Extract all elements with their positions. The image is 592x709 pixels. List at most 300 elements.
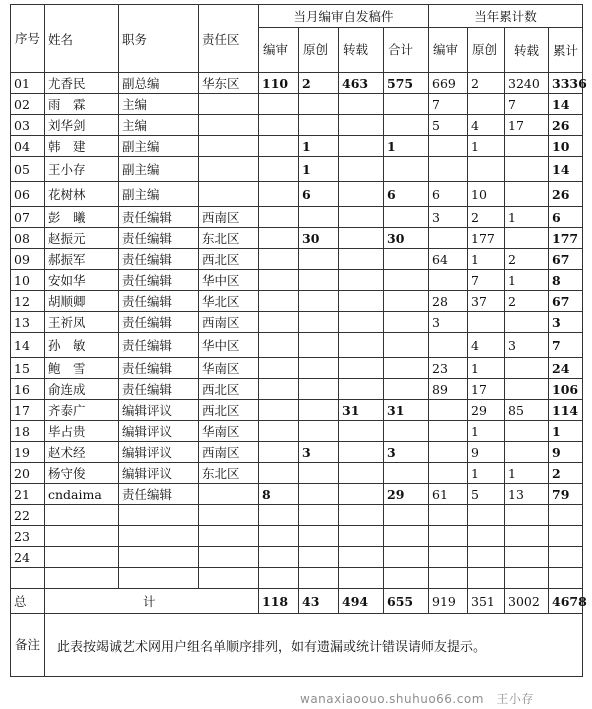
header-role: 职务 [119, 5, 199, 73]
row-month-repost [339, 115, 384, 136]
row-year-edit: 5 [429, 115, 468, 136]
row-year-edit: 61 [429, 484, 468, 505]
row-month-original: 1 [299, 157, 339, 182]
header-year-original: 原创 [468, 28, 505, 73]
row-year-repost [505, 157, 549, 182]
header-month-group: 当月编审自发稿件 [259, 5, 429, 28]
row-seq: 16 [11, 379, 45, 400]
row-month-repost [339, 228, 384, 249]
row-year-original: 2 [468, 207, 505, 228]
row-month-repost [339, 442, 384, 463]
row-seq: 19 [11, 442, 45, 463]
row-seq: 10 [11, 270, 45, 291]
row-role: 责任编辑 [119, 484, 199, 505]
total-year-edit: 919 [429, 589, 468, 614]
row-year-cumulative: 67 [549, 249, 583, 270]
header-month-original: 原创 [299, 28, 339, 73]
row-year-edit [429, 505, 468, 526]
row-month-total: 30 [384, 228, 429, 249]
row-name: 毕占贵 [45, 421, 119, 442]
row-month-edit [259, 249, 299, 270]
row-month-original [299, 505, 339, 526]
row-role: 责任编辑 [119, 333, 199, 358]
row-year-original: 1 [468, 358, 505, 379]
row-year-repost [505, 526, 549, 547]
row-month-edit [259, 333, 299, 358]
header-year-edit: 编审 [429, 28, 468, 73]
row-year-original: 7 [468, 270, 505, 291]
row-role: 编辑评议 [119, 463, 199, 484]
row-seq: 04 [11, 136, 45, 157]
row-year-repost: 1 [505, 270, 549, 291]
row-month-edit: 8 [259, 484, 299, 505]
row-month-original [299, 115, 339, 136]
row-region [199, 547, 259, 568]
total-year-repost: 3002 [505, 589, 549, 614]
table-row [11, 484, 583, 505]
row-year-repost [505, 358, 549, 379]
row-region: 东北区 [199, 228, 259, 249]
row-month-total [384, 333, 429, 358]
row-seq: 14 [11, 333, 45, 358]
row-year-repost [505, 228, 549, 249]
table-row [11, 94, 583, 115]
row-year-edit [429, 400, 468, 421]
row-year-original: 37 [468, 291, 505, 312]
row-year-original: 1 [468, 249, 505, 270]
row-role: 责任编辑 [119, 379, 199, 400]
row-name: 俞连成 [45, 379, 119, 400]
row-year-cumulative: 67 [549, 291, 583, 312]
row-year-edit: 89 [429, 379, 468, 400]
table-row [11, 157, 583, 182]
row-year-cumulative: 6 [549, 207, 583, 228]
table-row [11, 526, 583, 547]
row-month-total [384, 568, 429, 589]
row-month-edit [259, 207, 299, 228]
row-year-original [468, 94, 505, 115]
row-role: 编辑评议 [119, 442, 199, 463]
row-month-repost [339, 182, 384, 207]
row-seq: 18 [11, 421, 45, 442]
row-name: 赵术经 [45, 442, 119, 463]
row-month-repost [339, 547, 384, 568]
total-label-a: 总 [11, 589, 45, 614]
row-seq: 23 [11, 526, 45, 547]
header-year-repost: 转载 [505, 28, 549, 73]
row-year-edit: 669 [429, 73, 468, 94]
row-month-edit [259, 526, 299, 547]
row-month-original [299, 463, 339, 484]
table-row [11, 249, 583, 270]
row-seq: 06 [11, 182, 45, 207]
row-role: 责任编辑 [119, 312, 199, 333]
row-year-original [468, 505, 505, 526]
row-year-original [468, 568, 505, 589]
row-year-cumulative: 2 [549, 463, 583, 484]
row-month-original [299, 379, 339, 400]
row-year-repost: 1 [505, 207, 549, 228]
row-year-original: 2 [468, 73, 505, 94]
row-role: 责任编辑 [119, 207, 199, 228]
row-region [199, 136, 259, 157]
row-name: 彭 曦 [45, 207, 119, 228]
row-month-edit [259, 312, 299, 333]
row-region [199, 94, 259, 115]
row-month-repost [339, 270, 384, 291]
row-year-edit: 3 [429, 207, 468, 228]
row-year-edit: 64 [429, 249, 468, 270]
header-month-repost: 转载 [339, 28, 384, 73]
row-month-repost [339, 568, 384, 589]
table-row [11, 270, 583, 291]
row-month-repost [339, 312, 384, 333]
row-name [45, 547, 119, 568]
row-year-repost: 2 [505, 249, 549, 270]
row-month-total [384, 379, 429, 400]
statistics-sheet [10, 4, 587, 677]
row-month-edit [259, 136, 299, 157]
row-seq: 24 [11, 547, 45, 568]
row-year-repost [505, 136, 549, 157]
row-month-edit [259, 463, 299, 484]
row-month-total: 575 [384, 73, 429, 94]
row-year-edit [429, 568, 468, 589]
row-role: 副总编 [119, 73, 199, 94]
row-region [199, 182, 259, 207]
row-region [199, 115, 259, 136]
row-region: 西北区 [199, 400, 259, 421]
row-year-cumulative: 14 [549, 157, 583, 182]
row-year-original: 4 [468, 115, 505, 136]
row-year-edit [429, 421, 468, 442]
row-month-original [299, 568, 339, 589]
row-month-original [299, 333, 339, 358]
row-name: 王祈凤 [45, 312, 119, 333]
row-year-repost: 1 [505, 463, 549, 484]
row-month-original [299, 270, 339, 291]
table-row [11, 568, 583, 589]
row-role: 副主编 [119, 157, 199, 182]
row-month-edit [259, 270, 299, 291]
table-row [11, 136, 583, 157]
row-month-total [384, 291, 429, 312]
row-year-original [468, 547, 505, 568]
row-year-edit: 3 [429, 312, 468, 333]
row-year-repost [505, 505, 549, 526]
row-seq: 02 [11, 94, 45, 115]
table-row [11, 547, 583, 568]
row-month-original [299, 484, 339, 505]
row-seq: 07 [11, 207, 45, 228]
row-year-edit: 7 [429, 94, 468, 115]
row-name [45, 568, 119, 589]
row-month-edit [259, 115, 299, 136]
row-month-original [299, 421, 339, 442]
row-seq: 17 [11, 400, 45, 421]
row-role: 责任编辑 [119, 291, 199, 312]
row-month-total: 31 [384, 400, 429, 421]
row-month-repost [339, 207, 384, 228]
row-name: 杨守俊 [45, 463, 119, 484]
row-region: 西南区 [199, 312, 259, 333]
row-region: 华东区 [199, 73, 259, 94]
row-role: 副主编 [119, 136, 199, 157]
row-month-original: 3 [299, 442, 339, 463]
row-role: 编辑评议 [119, 400, 199, 421]
row-year-cumulative [549, 547, 583, 568]
row-year-original: 29 [468, 400, 505, 421]
row-month-edit: 110 [259, 73, 299, 94]
row-month-repost [339, 463, 384, 484]
table-row [11, 291, 583, 312]
table-row [11, 442, 583, 463]
row-year-edit [429, 463, 468, 484]
row-month-total [384, 94, 429, 115]
row-year-repost: 3 [505, 333, 549, 358]
row-month-repost [339, 136, 384, 157]
row-seq: 09 [11, 249, 45, 270]
total-month-original: 43 [299, 589, 339, 614]
row-year-cumulative: 26 [549, 115, 583, 136]
total-month-repost: 494 [339, 589, 384, 614]
row-year-cumulative: 1 [549, 421, 583, 442]
row-month-original: 2 [299, 73, 339, 94]
row-year-cumulative [549, 505, 583, 526]
table-row [11, 358, 583, 379]
row-month-edit [259, 94, 299, 115]
note-text: 此表按竭诚艺术网用户组名单顺序排列，如有遗漏或统计错误请师友提示。 [45, 614, 583, 677]
row-region: 华中区 [199, 333, 259, 358]
row-month-total [384, 207, 429, 228]
watermark: wanaxiaoouo.shuhuo66.com 王小存 [300, 692, 534, 706]
row-month-total: 3 [384, 442, 429, 463]
row-region: 华中区 [199, 270, 259, 291]
row-month-total [384, 312, 429, 333]
row-month-original [299, 249, 339, 270]
row-year-edit [429, 270, 468, 291]
row-year-original: 1 [468, 463, 505, 484]
row-region: 西南区 [199, 442, 259, 463]
row-name: 赵振元 [45, 228, 119, 249]
row-month-edit [259, 547, 299, 568]
row-month-total: 1 [384, 136, 429, 157]
row-month-edit [259, 442, 299, 463]
row-month-edit [259, 358, 299, 379]
total-year-original: 351 [468, 589, 505, 614]
row-name: 齐泰广 [45, 400, 119, 421]
header-month-edit: 编审 [259, 28, 299, 73]
row-seq: 13 [11, 312, 45, 333]
row-year-repost: 2 [505, 291, 549, 312]
row-role [119, 568, 199, 589]
row-name: 花树林 [45, 182, 119, 207]
row-month-total [384, 270, 429, 291]
row-month-repost: 463 [339, 73, 384, 94]
row-year-cumulative: 8 [549, 270, 583, 291]
row-region [199, 526, 259, 547]
row-year-repost [505, 421, 549, 442]
row-year-cumulative: 26 [549, 182, 583, 207]
row-year-original: 5 [468, 484, 505, 505]
row-month-total [384, 505, 429, 526]
header-year-group: 当年累计数 [429, 5, 583, 28]
table-row [11, 379, 583, 400]
row-year-cumulative [549, 568, 583, 589]
row-year-edit: 6 [429, 182, 468, 207]
row-month-repost [339, 505, 384, 526]
row-year-repost: 3240 [505, 73, 549, 94]
row-year-edit [429, 526, 468, 547]
row-name: 鲍 雪 [45, 358, 119, 379]
row-month-edit [259, 379, 299, 400]
row-year-original: 1 [468, 136, 505, 157]
row-seq: 03 [11, 115, 45, 136]
row-month-total [384, 249, 429, 270]
row-month-original [299, 312, 339, 333]
row-role: 责任编辑 [119, 270, 199, 291]
row-name: 韩 建 [45, 136, 119, 157]
row-region: 华南区 [199, 421, 259, 442]
row-month-total [384, 463, 429, 484]
row-year-repost [505, 312, 549, 333]
table-row [11, 400, 583, 421]
row-region [199, 157, 259, 182]
table-row [11, 73, 583, 94]
row-month-edit [259, 182, 299, 207]
row-role: 主编 [119, 94, 199, 115]
row-month-original [299, 207, 339, 228]
row-seq: 21 [11, 484, 45, 505]
row-seq: 01 [11, 73, 45, 94]
row-name [45, 526, 119, 547]
header-name: 姓名 [45, 5, 119, 73]
row-name: 胡顺卿 [45, 291, 119, 312]
row-name: 孙 敏 [45, 333, 119, 358]
row-seq [11, 568, 45, 589]
row-year-edit [429, 442, 468, 463]
row-seq: 05 [11, 157, 45, 182]
row-month-total: 6 [384, 182, 429, 207]
row-year-repost [505, 442, 549, 463]
header-seq: 序号 [11, 5, 45, 73]
row-year-original: 17 [468, 379, 505, 400]
editor-statistics-table [10, 4, 587, 677]
table-row [11, 115, 583, 136]
row-name [45, 505, 119, 526]
row-year-edit [429, 228, 468, 249]
table-row [11, 463, 583, 484]
row-seq: 20 [11, 463, 45, 484]
row-year-original: 9 [468, 442, 505, 463]
row-year-edit [429, 547, 468, 568]
row-seq: 08 [11, 228, 45, 249]
row-month-repost [339, 379, 384, 400]
row-year-original: 10 [468, 182, 505, 207]
row-month-repost [339, 526, 384, 547]
row-year-cumulative: 106 [549, 379, 583, 400]
total-month-total: 655 [384, 589, 429, 614]
row-month-original [299, 291, 339, 312]
row-year-original [468, 312, 505, 333]
row-name: 尤香民 [45, 73, 119, 94]
row-month-original [299, 526, 339, 547]
row-year-edit [429, 333, 468, 358]
row-month-repost [339, 157, 384, 182]
row-year-cumulative: 14 [549, 94, 583, 115]
row-year-cumulative: 9 [549, 442, 583, 463]
row-year-repost: 13 [505, 484, 549, 505]
total-year-cumulative: 4678 [549, 589, 583, 614]
row-year-edit [429, 157, 468, 182]
row-month-original: 6 [299, 182, 339, 207]
row-seq: 15 [11, 358, 45, 379]
header-month-total: 合计 [384, 28, 429, 73]
row-role [119, 526, 199, 547]
row-year-cumulative: 3336 [549, 73, 583, 94]
header-region: 责任区 [199, 5, 259, 73]
row-year-cumulative: 114 [549, 400, 583, 421]
row-role [119, 505, 199, 526]
row-month-total [384, 547, 429, 568]
row-month-total: 29 [384, 484, 429, 505]
row-month-repost: 31 [339, 400, 384, 421]
row-month-original: 1 [299, 136, 339, 157]
row-month-original [299, 358, 339, 379]
row-region: 西南区 [199, 207, 259, 228]
row-region [199, 484, 259, 505]
row-month-original [299, 94, 339, 115]
row-region: 东北区 [199, 463, 259, 484]
total-month-edit: 118 [259, 589, 299, 614]
row-year-cumulative: 10 [549, 136, 583, 157]
row-role: 责任编辑 [119, 358, 199, 379]
row-month-edit [259, 400, 299, 421]
row-month-repost [339, 421, 384, 442]
row-role: 副主编 [119, 182, 199, 207]
row-name: 郝振军 [45, 249, 119, 270]
row-month-repost [339, 291, 384, 312]
row-month-edit [259, 228, 299, 249]
table-row [11, 182, 583, 207]
row-month-edit [259, 291, 299, 312]
table-row [11, 312, 583, 333]
row-year-repost [505, 568, 549, 589]
row-month-edit [259, 421, 299, 442]
row-year-repost: 17 [505, 115, 549, 136]
row-year-cumulative: 79 [549, 484, 583, 505]
row-role: 编辑评议 [119, 421, 199, 442]
row-month-repost [339, 484, 384, 505]
row-year-original: 177 [468, 228, 505, 249]
row-year-edit: 28 [429, 291, 468, 312]
row-year-cumulative: 177 [549, 228, 583, 249]
row-name: 刘华剑 [45, 115, 119, 136]
row-month-total [384, 421, 429, 442]
row-month-repost [339, 358, 384, 379]
row-month-original: 30 [299, 228, 339, 249]
row-month-edit [259, 157, 299, 182]
row-region: 华南区 [199, 358, 259, 379]
row-year-original [468, 157, 505, 182]
row-year-repost: 7 [505, 94, 549, 115]
table-row [11, 505, 583, 526]
row-year-edit: 23 [429, 358, 468, 379]
row-role: 主编 [119, 115, 199, 136]
total-label-b: 计 [45, 589, 259, 614]
row-region: 西北区 [199, 249, 259, 270]
row-seq: 12 [11, 291, 45, 312]
